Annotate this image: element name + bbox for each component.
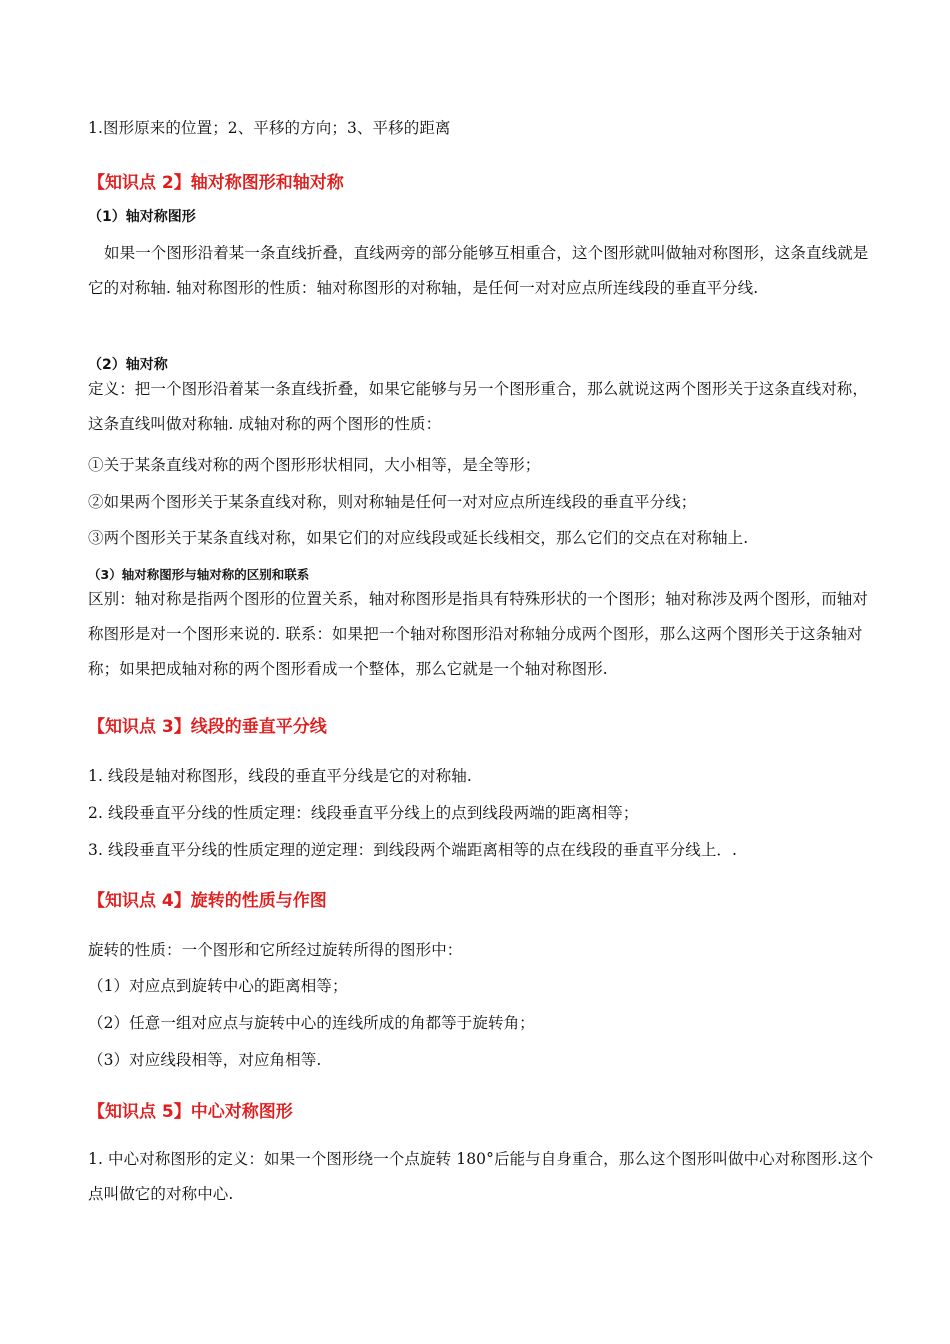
property-item-1: ①关于某条直线对称的两个图形形状相同，大小相等，是全等形；	[88, 456, 541, 474]
subsection-1-body: 如果一个图形沿着某一条直线折叠，直线两旁的部分能够互相重合，这个图形就叫做轴对称图形，这条直线就是它的对称轴. 轴对称图形的性质：轴对称图形的对称轴，是任何一对对应点所连线段的垂直平分线.	[88, 244, 869, 297]
subsection-1-title: （1）轴对称图形	[88, 209, 196, 225]
subsection-2-title: （2）轴对称	[88, 357, 168, 373]
section-4-item-1: （1）对应点到旋转中心的距离相等；	[88, 977, 348, 995]
property-item-3: ③两个图形关于某条直线对称，如果它们的对应线段或延长线相交，那么它们的交点在对称轴上.	[88, 529, 749, 547]
section-4-item-3: （3）对应线段相等，对应角相等.	[88, 1051, 322, 1069]
section-3-item-3: 3. 线段垂直平分线的性质定理的逆定理：到线段两个端距离相等的点在线段的垂直平分线上．.	[88, 841, 738, 859]
section-4-intro: 旋转的性质：一个图形和它所经过旋转所得的图形中：	[88, 941, 463, 959]
translation-elements-line: 1.图形原来的位置；2、平移的方向；3、平移的距离	[88, 119, 451, 137]
section-5-heading: 【知识点 5】中心对称图形	[88, 1102, 293, 1122]
section-3-item-1: 1. 线段是轴对称图形，线段的垂直平分线是它的对称轴.	[88, 767, 472, 785]
subsection-3-body: 区别：轴对称是指两个图形的位置关系，轴对称图形是指具有特殊形状的一个图形；轴对称涉及两个图形，而轴对称图形是对一个图形来说的. 联系：如果把一个轴对称图形沿对称轴分成两个图形，那么这两个图形关于这条轴对称；如果把成轴对称的两个图形看成一个整体，那么它就是一个轴对称图形.	[88, 590, 869, 678]
section-3-item-2: 2. 线段垂直平分线的性质定理：线段垂直平分线上的点到线段两端的距离相等；	[88, 804, 639, 822]
subsection-3-title: （3）轴对称图形与轴对称的区别和联系	[88, 567, 310, 582]
property-item-2: ②如果两个图形关于某条直线对称，则对称轴是任何一对对应点所连线段的垂直平分线；	[88, 493, 697, 511]
section-4-heading: 【知识点 4】旋转的性质与作图	[88, 891, 327, 911]
section-4-item-2: （2）任意一组对应点与旋转中心的连线所成的角都等于旋转角；	[88, 1014, 535, 1032]
section-5-body: 1. 中心对称图形的定义：如果一个图形绕一个点旋转 180°后能与自身重合，那么这个图形叫做中心对称图形.这个点叫做它的对称中心.	[88, 1150, 874, 1203]
section-2-heading: 【知识点 2】轴对称图形和轴对称	[88, 173, 344, 193]
section-3-heading: 【知识点 3】线段的垂直平分线	[88, 717, 327, 737]
subsection-2-body: 定义：把一个图形沿着某一条直线折叠，如果它能够与另一个图形重合，那么就说这两个图形关于这条直线对称，这条直线叫做对称轴. 成轴对称的两个图形的性质：	[88, 380, 869, 433]
